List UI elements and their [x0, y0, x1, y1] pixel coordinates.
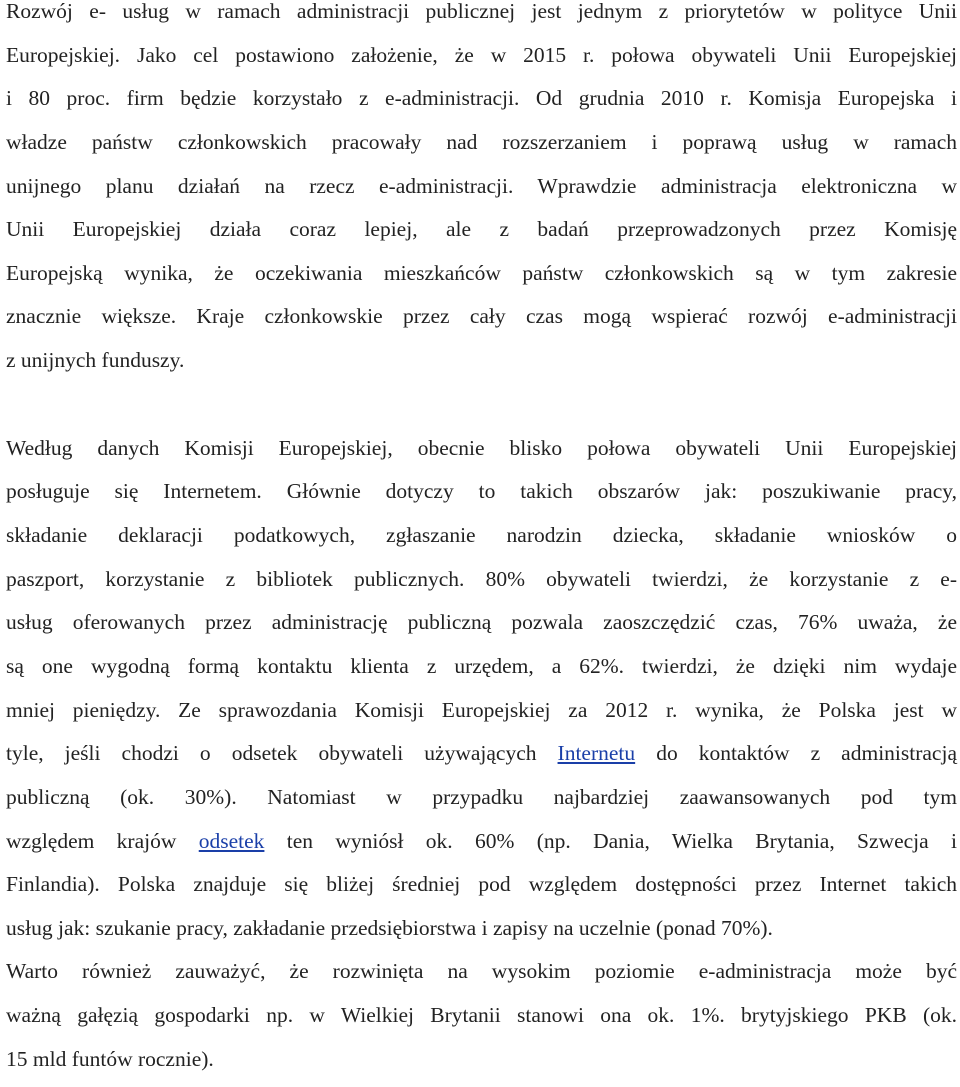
text-line: Finlandia). Polska znajduje się bliżej średniej pod względem dostępności przez Internet takich — [6, 872, 957, 897]
text-line: Według danych Komisji Europejskiej, obecnie blisko połowa obywateli Unii Europejskiej — [6, 435, 957, 460]
text-line: i 80 proc. firm będzie korzystało z e-administracji. Od grudnia 2010 r. Komisja Europejska i — [6, 86, 957, 111]
text-line: Europejskiej. Jako cel postawiono założenie, że w 2015 r. połowa obywateli Unii Europejskiej — [6, 42, 957, 67]
document-page — [6, 0, 957, 1087]
text-line: 15 mld funtów rocznie). — [6, 1046, 214, 1071]
text-segment: do kontaktów z administracją — [635, 741, 957, 766]
text-segment: ten wyniósł ok. 60% (np. Dania, Wielka Brytania, Szwecja i — [264, 828, 957, 853]
text-line: składanie deklaracji podatkowych, zgłaszanie narodzin dziecka, składanie wniosków o — [6, 523, 957, 548]
text-line: unijnego planu działań na rzecz e-administracji. Wprawdzie administracja elektroniczna w — [6, 173, 957, 198]
text-line: Europejską wynika, że oczekiwania mieszkańców państw członkowskich są w tym zakresie — [6, 260, 957, 285]
text-line: mniej pieniędzy. Ze sprawozdania Komisji Europejskiej za 2012 r. wynika, że Polska jest w — [6, 697, 957, 722]
text-line: są one wygodną formą kontaktu klienta z urzędem, a 62%. twierdzi, że dzięki nim wydaje — [6, 653, 957, 678]
odsetek-link[interactable]: odsetek — [198, 828, 265, 853]
text-line: Rozwój e- usług w ramach administracji publicznej jest jednym z priorytetów w polityce Unii — [6, 0, 957, 23]
text-segment: względem krajów — [6, 828, 199, 853]
paragraph-commission-data — [6, 433, 957, 1087]
text-line: Unii Europejskiej działa coraz lepiej, ale z badań przeprowadzonych przez Komisję — [6, 217, 957, 242]
text-line: posługuje się Internetem. Głównie dotyczy to takich obszarów jak: poszukiwanie pracy, — [6, 479, 957, 504]
text-line: usług jak: szukanie pracy, zakładanie przedsiębiorstwa i zapisy na uczelnie (ponad 70%). — [6, 915, 773, 940]
text-line: publiczną (ok. 30%). Natomiast w przypadku najbardziej zaawansowanych pod tym — [6, 784, 957, 809]
text-line: władze państw członkowskich pracowały nad rozszerzaniem i poprawą usług w ramach — [6, 129, 957, 154]
text-line: paszport, korzystanie z bibliotek publicznych. 80% obywateli twierdzi, że korzystanie z e- — [6, 566, 957, 591]
text-line-with-link — [6, 738, 957, 782]
text-line: usług oferowanych przez administrację publiczną pozwala zaoszczędzić czas, 76% uważa, że — [6, 610, 957, 635]
text-line: ważną gałęzią gospodarki np. w Wielkiej Brytanii stanowi ona ok. 1%. brytyjskiego PKB (ok. — [6, 1003, 957, 1028]
text-segment: tyle, jeśli chodzi o odsetek obywateli używających — [6, 741, 558, 766]
text-line-with-link — [6, 826, 957, 870]
internetu-link[interactable]: Internetu — [557, 741, 636, 766]
text-line: znacznie większe. Kraje członkowskie przez cały czas mogą wspierać rozwój e-administracji — [6, 304, 957, 329]
text-line: z unijnych funduszy. — [6, 348, 185, 373]
paragraph-spacer — [6, 389, 957, 433]
paragraph-e-services-priority — [6, 0, 957, 389]
text-line: Warto również zauważyć, że rozwinięta na wysokim poziomie e-administracja może być — [6, 959, 957, 984]
